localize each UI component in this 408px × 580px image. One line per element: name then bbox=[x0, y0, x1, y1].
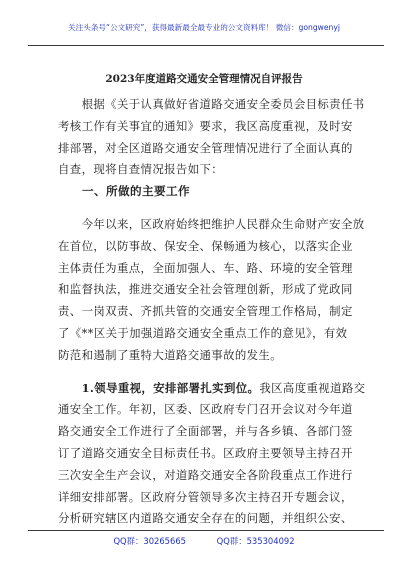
text-line: 防范和遏制了重特大道路交通事故的发生。 bbox=[58, 347, 283, 362]
text-line: 分析研究辖区内道路交通安全存在的问题，并组织公安、 bbox=[58, 511, 353, 526]
text-line bbox=[58, 378, 366, 400]
text-line: 主体责任为重点，全面加强人、车、路、环境的安全管理 bbox=[58, 260, 353, 275]
text-line: 责、一岗双责、齐抓共管的交通安全管理工作格局，制定 bbox=[58, 304, 353, 319]
text-line: 在首位，以防事故、保安全、保畅通为核心，以落实企业 bbox=[58, 238, 353, 253]
footer bbox=[0, 535, 408, 547]
item-1-title: 1.领导重视，安排部署扎实到位。 bbox=[58, 380, 260, 395]
header-banner: 关注头条号“公文研究”，获得最新最全最专业的公文资料库！ 微信：gongwenyj bbox=[68, 23, 340, 32]
footer-qq-group-2: QQ群：535304092 bbox=[216, 536, 295, 546]
intro-paragraph bbox=[58, 94, 365, 181]
text-line: 排部署，对全区道路交通安全管理情况进行了全面认真的 bbox=[58, 140, 353, 155]
paragraph-1 bbox=[58, 214, 365, 367]
text-line: 考核工作有关事宜的通知》要求，我区高度重视，及时安 bbox=[58, 118, 353, 133]
document-body bbox=[58, 94, 366, 530]
header-divider bbox=[28, 45, 384, 46]
text-line: 根据《关于认真做好省道路交通安全委员会目标责任书 bbox=[58, 97, 365, 111]
text-line: 和监督执法，推进交通安全社会管理创新，形成了党政同 bbox=[58, 282, 353, 297]
text-line: 了《**区关于加强道路交通安全重点工作的意见》，有效 bbox=[58, 325, 348, 340]
text-line: 详细安排部署。区政府分管领导多次主持召开专题会议， bbox=[58, 489, 353, 504]
text-line: 三次安全生产会议，对道路交通安全各阶段重点工作进行 bbox=[58, 467, 353, 482]
item-1-text: 我区高度重视道路交 bbox=[259, 380, 366, 395]
item-1-paragraph bbox=[58, 378, 366, 531]
section-heading: 一、所做的主要工作 bbox=[58, 184, 190, 199]
text-line: 通安全工作。年初，区委、区政府专门召开会议对今年道 bbox=[58, 402, 353, 417]
document-title: 2023年度道路交通安全管理情况自评报告 bbox=[105, 73, 303, 85]
text-line: 路交通安全工作进行了全面部署，并与各乡镇、各部门签 bbox=[58, 424, 353, 439]
footer-divider bbox=[28, 530, 384, 531]
text-line: 订了道路交通安全目标责任书。区政府主要领导主持召开 bbox=[58, 445, 353, 460]
text-line: 自查，现将自查情况报告如下： bbox=[58, 162, 224, 177]
text-line: 今年以来，区政府始终把维护人民群众生命财产安全放 bbox=[58, 216, 365, 231]
footer-qq-group-1: QQ群：30265665 bbox=[113, 536, 186, 546]
